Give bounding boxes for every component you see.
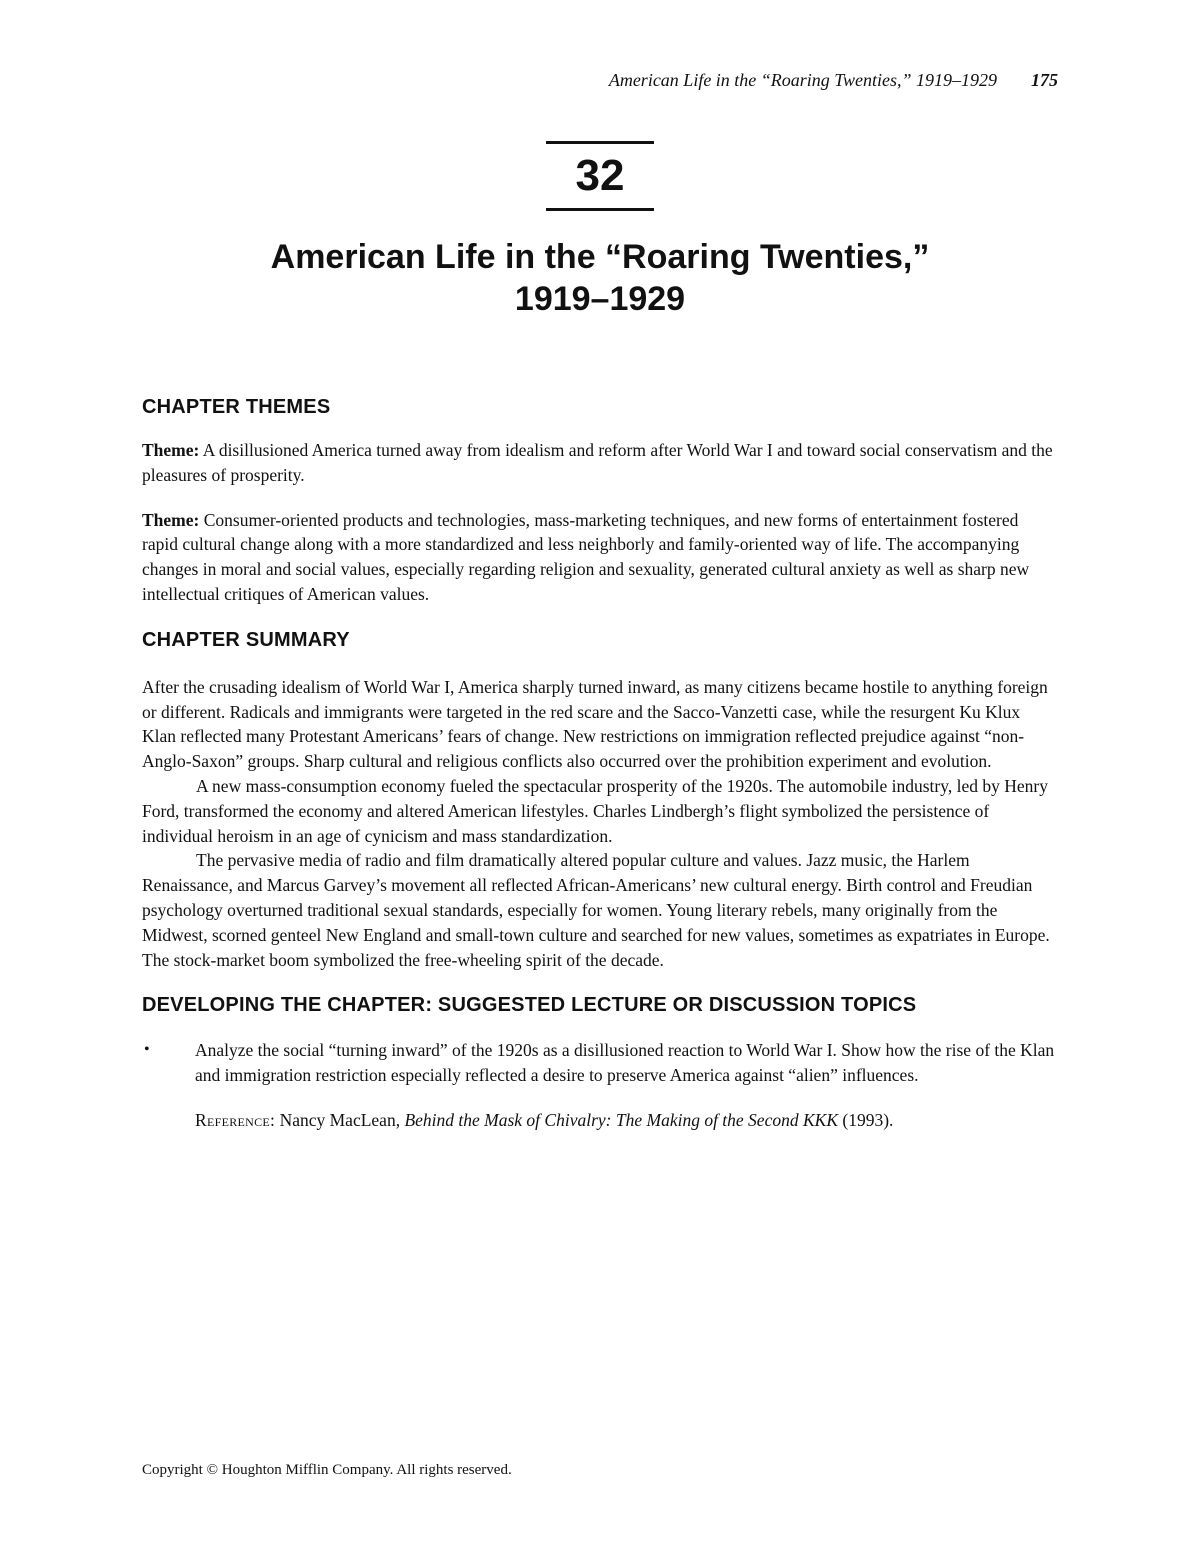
theme-label: Theme: [142,440,200,460]
reference-author: Nancy MacLean, [275,1109,405,1130]
reference-title: Behind the Mask of Chivalry: The Making of the Second KKK [404,1109,838,1130]
reference-year: (1993). [838,1109,894,1130]
summary-heading: CHAPTER SUMMARY [142,628,350,651]
bullet-icon: • [144,1041,150,1059]
reference-label: Reference: [195,1109,276,1130]
chapter-title-line2: 1919–1929 [514,280,686,318]
list-item [142,1038,1057,1088]
running-head-title: American Life in the “Roaring Twenties,” 1919–1929 [608,70,997,90]
theme-paragraph [142,438,1057,488]
theme-paragraph [142,508,1057,607]
theme-text: Consumer-oriented products and technologies, mass-marketing techniques, and new forms of entertainment fostered rapid cultural change along with a more standardized and less neighborly and family-oriented way of life. The accompanying changes in moral and social values, especially regarding religion and sexuality, generated cultural anxiety as well as sharp new intellectual critiques of American values. [142,509,1030,604]
running-head [520,70,1058,91]
theme-label: Theme: [142,509,200,530]
chapter-number: 32 [546,141,654,211]
theme-text: A disillusioned America turned away from idealism and reform after World War I and toward social conservatism and the pleasures of prosperity. [142,440,1053,485]
page-number: 175 [1031,70,1058,90]
summary-paragraph: The pervasive media of radio and film dramatically altered popular culture and values. Jazz music, the Harlem Renaissance, and Marcus Garvey’s movement all reflected African-Americans’ new cultural energy. Birth control and Freudian psychology overturned traditional sexual standards, especially for women. Young literary rebels, many originally from the Midwest, scorned genteel New England and small-town culture and searched for new values, sometimes as expatriates in Europe. The stock-market boom symbolized the free-wheeling spirit of the decade. [142,850,1050,970]
reference [142,1108,1057,1133]
chapter-title [100,236,1100,320]
developing-heading: DEVELOPING THE CHAPTER: SUGGESTED LECTURE OR DISCUSSION TOPICS [142,994,917,1017]
copyright: Copyright © Houghton Mifflin Company. All rights reserved. [142,1462,512,1478]
chapter-title-line1: American Life in the “Roaring Twenties,” [270,238,930,276]
summary-paragraph: A new mass-consumption economy fueled the spectacular prosperity of the 1920s. The automobile industry, led by Henry Ford, transformed the economy and altered American lifestyles. Charles Lindbergh’s flight symbolized the persistence of individual heroism in an age of cynicism and mass standardization. [142,775,1048,846]
themes-heading: CHAPTER THEMES [142,396,331,418]
summary-paragraph: After the crusading idealism of World War I, America sharply turned inward, as many citizens became hostile to anything foreign or different. Radicals and immigrants were targeted in the red scare and the Sacco-Vanzetti case, while the resurgent Ku Klux Klan reflected many Protestant Americans’ fears of change. New restrictions on immigration reflected prejudice against “non-Anglo-Saxon” groups. Sharp cultural and religious conflicts also occurred over the prohibition experiment and evolution. [142,676,1048,772]
page-content [142,394,1057,1133]
bullet-text: Analyze the social “turning inward” of the 1920s as a disillusioned reaction to World War I. Show how the rise of the Klan and immigration restriction especially reflected a desire to preserve America against “alien” influences. [195,1040,1055,1086]
